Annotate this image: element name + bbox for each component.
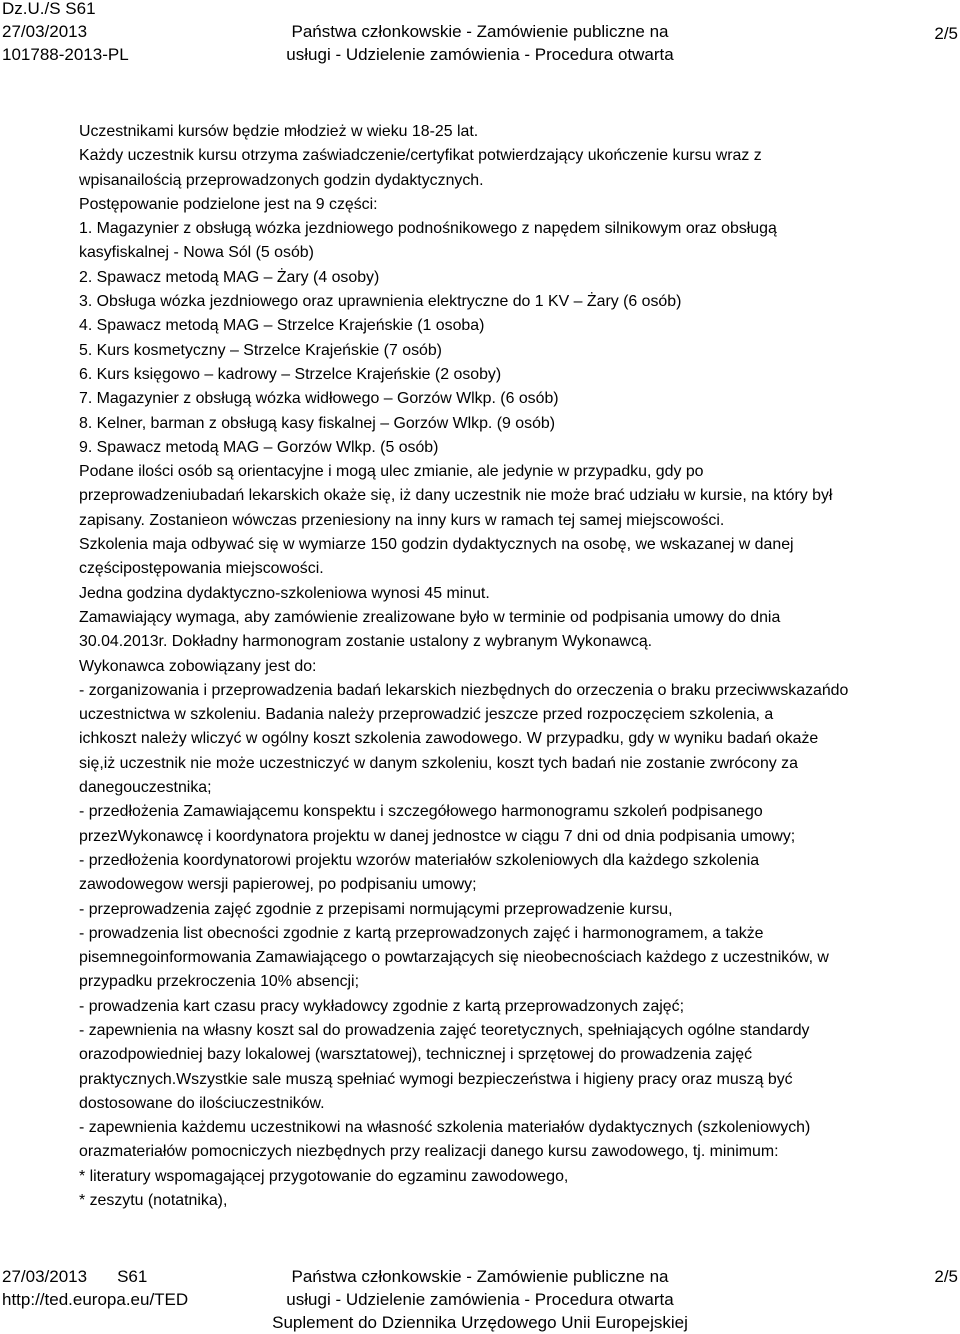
- body-line: Postępowanie podzielone jest na 9 części:: [79, 195, 378, 213]
- body-line: 6. Kurs księgowo – kadrowy – Strzelce Krajeńskie (2 osoby): [79, 365, 502, 383]
- body-line: zawodowegow wersji papierowej, po podpisaniu umowy;: [79, 876, 477, 894]
- body-line: - prowadzenia kart czasu pracy wykładowcy zgodnie z kartą przeprowadzonych zajęć;: [79, 997, 685, 1015]
- body-line: - zorganizowania i przeprowadzenia badań lekarskich niezbędnych do orzeczenia o braku przeciwwskazańdo: [79, 681, 849, 699]
- body-line: praktycznych.Wszystkie sale muszą spełniać wymogi bezpieczeństwa i higieny pracy oraz muszą być: [79, 1070, 793, 1088]
- body-line: kasyfiskalnej - Nowa Sól (5 osób): [79, 244, 314, 262]
- footer-center: [250, 1265, 710, 1334]
- header-title-line-2: usługi - Udzielenie zamówienia - Procedura otwarta: [286, 45, 674, 64]
- page-header: [0, 0, 960, 67]
- body-line: - zapewnienia na własny koszt sal do prowadzenia zajęć teoretycznych, spełniających ogólne standardy: [79, 1021, 810, 1039]
- body-line: * literatury wspomagającej przygotowanie do egzaminu zawodowego,: [79, 1167, 569, 1185]
- body-line: * zeszytu (notatnika),: [79, 1192, 228, 1210]
- body-line: - przedłożenia Zamawiającemu konspektu i szczegółowego harmonogramu szkoleń podpisanego: [79, 803, 763, 821]
- body-line: przeprowadzeniubadań lekarskich okaże się, iż dany uczestnik nie może brać udziału w kursie, na który był: [79, 487, 833, 505]
- header-center: [250, 20, 710, 66]
- document-body: [79, 120, 939, 1213]
- body-line: 1. Magazynier z obsługą wózka jezdniowego podnośnikowego z napędem silnikowym oraz obsługą: [79, 220, 777, 238]
- notice-number: 101788-2013-PL: [2, 45, 129, 64]
- footer-page-number: 2/5: [934, 1267, 958, 1286]
- footer-date-row: [2, 1265, 188, 1288]
- body-line: Podane ilości osób są orientacyjne i mogą ulec zmianie, ale jedynie w przypadku, gdy po: [79, 463, 704, 481]
- body-line: danegouczestnika;: [79, 779, 212, 797]
- body-line: pisemnegoinformowania Zamawiającego o powtarzających się nieobecnościach każdego z uczestników, w: [79, 949, 829, 967]
- body-line: przezWykonawcę i koordynatora projektu w danej jednostce w ciągu 7 dni od dnia podpisania umowy;: [79, 827, 796, 845]
- body-line: 7. Magazynier z obsługą wózka widłowego – Gorzów Wlkp. (6 osób): [79, 390, 559, 408]
- body-line: zapisany. Zostanieon wówczas przeniesiony na inny kurs w ramach tej samej miejscowości.: [79, 511, 725, 529]
- body-line: - przeprowadzenia zajęć zgodnie z przepisami normującymi przeprowadzenie kursu,: [79, 900, 673, 918]
- body-line: Zamawiający wymaga, aby zamówienie zrealizowane było w terminie od podpisania umowy do dnia: [79, 608, 781, 626]
- body-line: przypadku przekroczenia 10% absencji;: [79, 973, 360, 991]
- body-line: Każdy uczestnik kursu otrzyma zaświadczenie/certyfikat potwierdzający ukończenie kursu wraz z: [79, 147, 762, 165]
- body-line: wpisanailością przeprowadzonych godzin dydaktycznych.: [79, 171, 484, 189]
- footer-title-line-1: Państwa członkowskie - Zamówienie publiczne na: [291, 1267, 669, 1286]
- body-line: się,iż uczestnik nie może uczestniczyć w danym szkoleniu, koszt tych badań nie zostanie zwrócony za: [79, 754, 798, 772]
- body-line: 3. Obsługa wózka jezdniowego oraz uprawnienia elektryczne do 1 KV – Żary (6 osób): [79, 293, 682, 311]
- header-date: 27/03/2013: [2, 22, 88, 41]
- body-line: 5. Kurs kosmetyczny – Strzelce Krajeńskie (7 osób): [79, 341, 442, 359]
- body-line: Uczestnikami kursów będzie młodzież w wieku 18-25 lat.: [79, 123, 479, 140]
- page-footer: [0, 1263, 960, 1334]
- footer-title-line-2: usługi - Udzielenie zamówienia - Procedura otwarta: [286, 1290, 674, 1309]
- body-line: - prowadzenia list obecności zgodnie z kartą przeprowadzonych zajęć i harmonogramem, a także: [79, 924, 764, 942]
- body-line: - przedłożenia koordynatorowi projektu wzorów materiałów szkoleniowych dla każdego szkolenia: [79, 851, 760, 869]
- body-line: 8. Kelner, barman z obsługą kasy fiskalnej – Gorzów Wlkp. (9 osób): [79, 414, 556, 432]
- body-line: Szkolenia maja odbywać się w wymiarze 150 godzin dydaktycznych na osobę, we wskazanej w danej: [79, 536, 794, 554]
- header-left: [2, 0, 129, 66]
- footer-date: 27/03/2013: [2, 1267, 88, 1286]
- footer-left: [2, 1265, 188, 1311]
- footer-url[interactable]: http://ted.europa.eu/TED: [2, 1290, 189, 1309]
- body-line: częścipostępowania miejscowości.: [79, 560, 324, 578]
- body-line: 4. Spawacz metodą MAG – Strzelce Krajeńskie (1 osoba): [79, 317, 485, 335]
- body-line: 30.04.2013r. Dokładny harmonogram zostanie ustalony z wybranym Wykonawcą.: [79, 633, 653, 651]
- footer-code: S61: [117, 1267, 148, 1286]
- body-line: uczestnictwa w szkoleniu. Badania należy przeprowadzić jeszcze przed rozpoczęciem szkolenia, a: [79, 706, 774, 724]
- body-line: dostosowane do ilościuczestników.: [79, 1094, 325, 1112]
- footer-supplement: Suplement do Dziennika Urzędowego Unii Europejskiej: [272, 1313, 688, 1332]
- body-line: 2. Spawacz metodą MAG – Żary (4 osoby): [79, 268, 380, 286]
- body-line: ichkoszt należy wliczyć w ogólny koszt szkolenia zawodowego. W przypadku, gdy w wyniku badań okaże: [79, 730, 819, 748]
- journal-ref: Dz.U./S S61: [2, 0, 96, 18]
- body-line: 9. Spawacz metodą MAG – Gorzów Wlkp. (5 osób): [79, 438, 439, 456]
- body-line: orazmateriałów pomocniczych niezbędnych przy realizacji danego kursu zawodowego, tj. minimum:: [79, 1143, 779, 1161]
- header-page-number: 2/5: [934, 24, 958, 43]
- body-line: - zapewnienia każdemu uczestnikowi na własność szkolenia materiałów dydaktycznych (szkoleniowych): [79, 1119, 811, 1137]
- body-line: Jedna godzina dydaktyczno-szkoleniowa wynosi 45 minut.: [79, 584, 490, 602]
- header-title-line-1: Państwa członkowskie - Zamówienie publiczne na: [291, 22, 669, 41]
- body-line: orazodpowiedniej bazy lokalowej (warsztatowej), technicznej i sprzętowej do prowadzenia zajęć: [79, 1046, 753, 1064]
- body-line: Wykonawca zobowiązany jest do:: [79, 657, 317, 675]
